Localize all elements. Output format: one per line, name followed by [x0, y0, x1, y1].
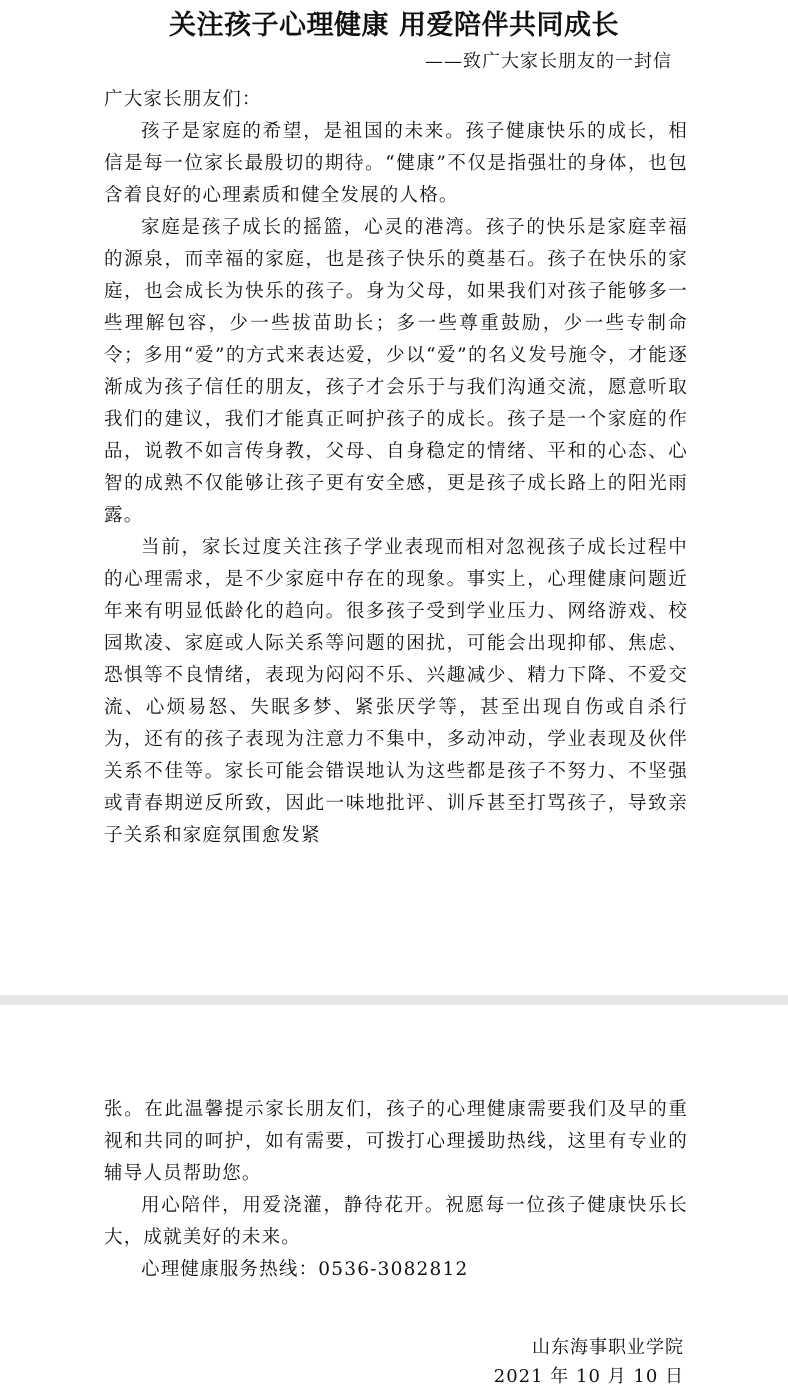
letter-body-continued — [104, 1094, 688, 1286]
paragraph: 家庭是孩子成长的摇篮，心灵的港湾。孩子的快乐是家庭幸福的源泉，而幸福的家庭，也是孩子快乐的奠基石。孩子在快乐的家庭，也会成长为快乐的孩子。身为父母，如果我们对孩子能够多一些理解包容，少一些拔苗助长；多一些尊重鼓励，少一些专制命令；多用“爱”的方式来表达爱，少以“爱”的名义发号施令，才能逐渐成为孩子信任的朋友，孩子才会乐于与我们沟通交流，愿意听取我们的建议，我们才能真正呵护孩子的成长。孩子是一个家庭的作品，说教不如言传身教，父母、自身稳定的情绪、平和的心态、心智的成熟不仅能够让孩子更有安全感，更是孩子成长路上的阳光雨露。 — [104, 217, 688, 526]
paragraph: 孩子是家庭的希望，是祖国的未来。孩子健康快乐的成长，相信是每一位家长最殷切的期待。“健康”不仅是指强壮的身体，也包含着良好的心理素质和健全发展的人格。 — [104, 121, 688, 206]
paragraph-continuation: 张。在此温馨提示家长朋友们，孩子的心理健康需要我们及早的重视和共同的呵护，如有需要，可拨打心理援助热线，这里有专业的辅导人员帮助您。 — [104, 1099, 688, 1184]
letter-body — [104, 84, 688, 852]
page-separator — [0, 995, 788, 1005]
salutation: 广大家长朋友们： — [104, 89, 262, 110]
document-subtitle: ——致广大家长朋友的一封信 — [425, 51, 672, 72]
hotline-line: 心理健康服务热线：0536-3082812 — [141, 1259, 469, 1280]
paragraph: 当前，家长过度关注孩子学业表现而相对忽视孩子成长过程中的心理需求，是不少家庭中存在的现象。事实上，心理健康问题近年来有明显低龄化的趋向。很多孩子受到学业压力、网络游戏、校园欺凌、家庭或人际关系等问题的困扰，可能会出现抑郁、焦虑、恐惧等不良情绪，表现为闷闷不乐、兴趣减少、精力下降、不爱交流、心烦易怒、失眠多梦、紧张厌学等，甚至出现自伤或自杀行为，还有的孩子表现为注意力不集中，多动冲动，学业表现及伙伴关系不佳等。家长可能会错误地认为这些都是孩子不努力、不坚强或青春期逆反所致，因此一味地批评、训斥甚至打骂孩子，导致亲子关系和家庭氛围愈发紧 — [104, 537, 688, 846]
paragraph: 用心陪伴，用爱浇灌，静待花开。祝愿每一位孩子健康快乐长大，成就美好的未来。 — [104, 1195, 688, 1248]
signature-organization: 山东海事职业学院 — [532, 1337, 684, 1358]
signature-date: 2021 年 10 月 10 日 — [493, 1366, 684, 1387]
document-title: 关注孩子心理健康 用爱陪伴共同成长 — [169, 10, 619, 41]
